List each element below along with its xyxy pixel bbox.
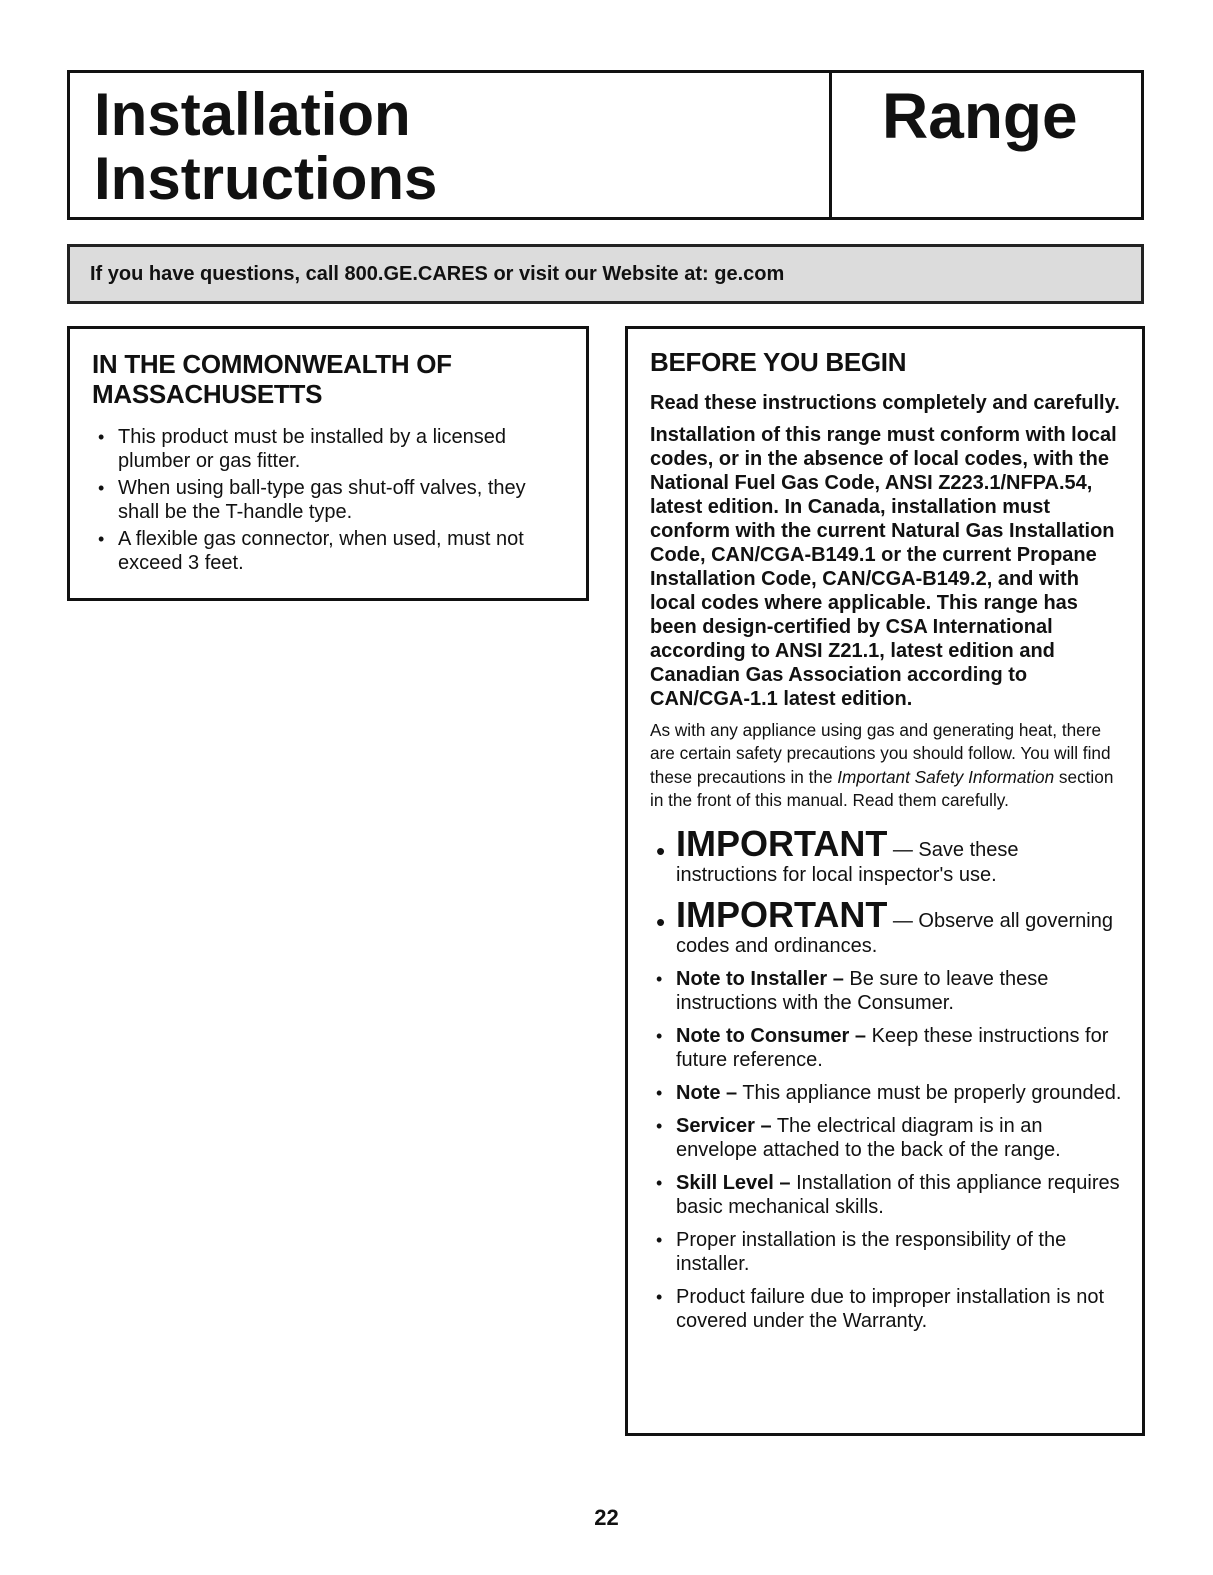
note-label: Skill Level – [676, 1171, 791, 1194]
code-conformance-paragraph: Installation of this range must conform with local codes, or in the absence of local codes, with the National Fuel Gas Code, ANSI Z223.1/NFPA.54, latest edition. In Canada, installation must conform with the current Natural Gas Installation Code, CAN/CGA-B149.1 or the current Propane Installation Code, CAN/CGA-B149.2, and with local codes where applicable. This range has been design-certified by CSA International according to ANSI Z21.1, latest edition and Canadian Gas Association according to CAN/CGA-1.1 latest edition. [650, 424, 1117, 710]
important-label: IMPORTANT [676, 822, 888, 864]
massachusetts-list [92, 425, 562, 575]
note-text: Proper installation is the responsibility of the installer. [676, 1228, 1067, 1275]
note-text: The electrical diagram is in an envelope attached to the back of the range. [676, 1114, 1061, 1161]
header-title-cell [70, 73, 832, 217]
massachusetts-box [67, 326, 589, 601]
massachusetts-heading-line-1: IN THE COMMONWEALTH OF [92, 349, 452, 379]
note-text: Keep these instructions for future reference. [676, 1024, 1109, 1071]
note-item [650, 1081, 1122, 1105]
page-header [67, 70, 1144, 220]
note-label: Note to Installer – [676, 967, 844, 990]
contact-banner [67, 244, 1144, 304]
important-item-1 [650, 822, 1122, 887]
important-text: — Save these instructions for local inspector's use. [676, 838, 1019, 886]
note-item [650, 967, 1122, 1015]
contact-banner-text: If you have questions, call 800.GE.CARES or visit our Website at: ge.com [90, 262, 785, 285]
list-item: • A flexible gas connector, when used, must not exceed 3 feet. [92, 527, 562, 575]
safety-text-a: As with any appliance using gas and generating heat, there are certain safety precautions you should follow. You will find these precautions in the [650, 720, 1111, 787]
important-text: — Observe all governing codes and ordinances. [676, 909, 1113, 957]
list-item: • When using ball-type gas shut-off valves, they shall be the T-handle type. [92, 476, 562, 524]
massachusetts-heading [92, 349, 562, 409]
page-title-line-2: Instructions [94, 145, 438, 212]
before-you-begin-heading: BEFORE YOU BEGIN [650, 347, 907, 377]
before-you-begin-box [625, 326, 1145, 1436]
note-label: Note – [676, 1081, 738, 1104]
before-you-begin-list [650, 822, 1122, 1333]
header-product-cell [832, 73, 1141, 217]
note-item [650, 1114, 1122, 1162]
note-text: This appliance must be properly grounded. [737, 1081, 1122, 1104]
important-label: IMPORTANT [676, 893, 888, 935]
note-item [650, 1024, 1122, 1072]
safety-precautions-paragraph [650, 719, 1122, 813]
read-instructions-paragraph: Read these instructions completely and carefully. [650, 392, 1120, 414]
product-name: Range [882, 80, 1078, 152]
note-text: Be sure to leave these instructions with the Consumer. [676, 967, 1049, 1014]
note-text: Installation of this appliance requires basic mechanical skills. [676, 1171, 1120, 1218]
note-item [650, 1171, 1122, 1219]
massachusetts-heading-line-2: MASSACHUSETTS [92, 379, 323, 409]
page-number: 22 [594, 1505, 619, 1530]
safety-text-b: section in the front of this manual. Read them carefully. [650, 766, 1114, 811]
safety-info-reference: Important Safety Information [837, 766, 1055, 787]
note-label: Servicer – [676, 1114, 772, 1137]
note-label: Note to Consumer – [676, 1024, 867, 1047]
page-title-line-1: Installation [94, 81, 411, 148]
important-item-2 [650, 893, 1122, 958]
note-item [650, 1285, 1122, 1333]
note-text: Product failure due to improper installation is not covered under the Warranty. [676, 1285, 1105, 1332]
note-item [650, 1228, 1122, 1276]
list-item: • This product must be installed by a licensed plumber or gas fitter. [92, 425, 562, 473]
